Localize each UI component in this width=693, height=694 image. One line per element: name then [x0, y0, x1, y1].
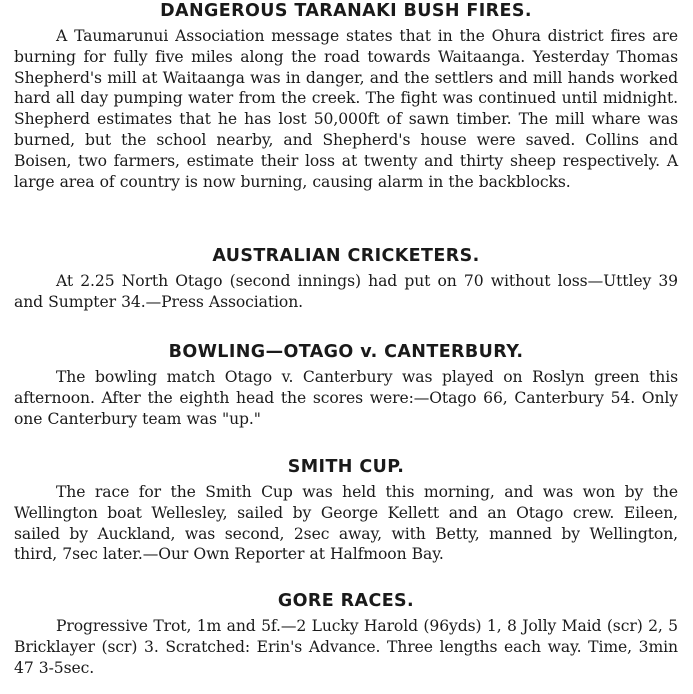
- article-bush-fires: [14, 0, 678, 192]
- article-bowling: [14, 341, 678, 429]
- article-body: At 2.25 North Otago (second innings) had put on 70 without loss—Uttley 39 and Sumpter 34.—Press Association.: [14, 272, 678, 311]
- headline: SMITH CUP.: [287, 457, 405, 477]
- article-body: The race for the Smith Cup was held this morning, and was won by the Wellington boat Wellesley, sailed by George Kellett and an Otago crew. Eileen, sailed by Auckland, was second, 2sec away, with Betty, manned by Wellington, third, 7sec later.—Our Own Reporter at Halfmoon Bay.: [14, 483, 678, 564]
- headline: BOWLING—OTAGO v. CANTERBURY.: [168, 342, 524, 362]
- headline: DANGEROUS TARANAKI BUSH FIRES.: [160, 1, 532, 21]
- headline: AUSTRALIAN CRICKETERS.: [212, 246, 480, 266]
- article-body: A Taumarunui Association message states that in the Ohura district fires are burning for fully five miles along the road towards Waitaanga. Yesterday Thomas Shepherd's mill at Waitaanga was in danger, and the settlers and mill hands worked hard all day pumping water from the creek. The fight was continued until midnight. Shepherd estimates that he has lost 50,000ft of sawn timber. The mill whare was burned, but the school nearby, and Shepherd's house were saved. Collins and Boisen, two farmers, estimate their loss at twenty and thirty sheep respectively. A large area of country is now burning, causing alarm in the backblocks.: [14, 27, 678, 191]
- article-gore-races: [14, 590, 678, 678]
- article-smith-cup: [14, 456, 678, 565]
- headline: GORE RACES.: [277, 591, 415, 611]
- article-body: The bowling match Otago v. Canterbury was played on Roslyn green this afternoon. After the eighth head the scores were:—Otago 66, Canterbury 54. Only one Canterbury team was "up.": [14, 368, 678, 428]
- article-australian-cricketers: [14, 245, 678, 313]
- article-body: Progressive Trot, 1m and 5f.—2 Lucky Harold (96yds) 1, 8 Jolly Maid (scr) 2, 5 Bricklayer (scr) 3. Scratched: Erin's Advance. Three lengths each way. Time, 3min 47 3-5sec.: [14, 617, 678, 677]
